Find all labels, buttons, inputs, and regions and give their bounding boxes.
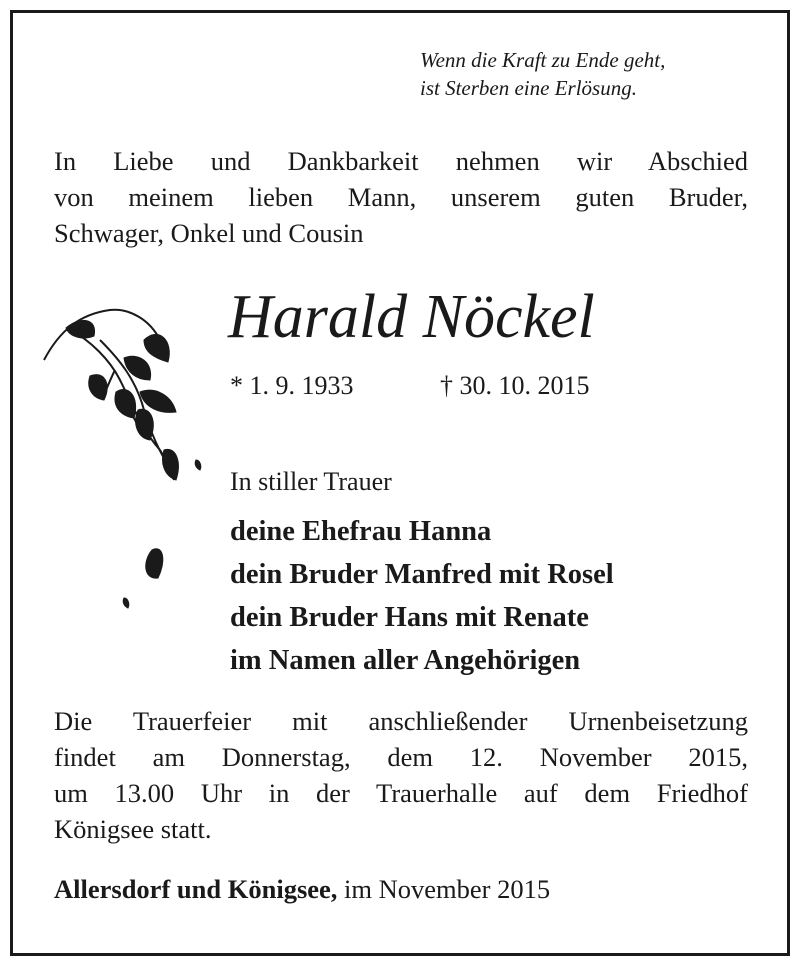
place-names: Allersdorf und Königsee, xyxy=(54,874,338,904)
intro-line-3: Schwager, Onkel und Cousin xyxy=(54,218,364,248)
quote-line-2: ist Sterben eine Erlösung. xyxy=(420,76,637,100)
birth-date: * 1. 9. 1933 xyxy=(230,371,354,400)
mourners-list xyxy=(230,510,614,682)
deceased-name: Harald Nöckel xyxy=(228,283,595,351)
mourner-line: dein Bruder Hans mit Renate xyxy=(230,602,589,633)
death-date: † 30. 10. 2015 xyxy=(440,371,590,400)
quote-line-1: Wenn die Kraft zu Ende geht, xyxy=(420,48,666,72)
mourner-line: deine Ehefrau Hanna xyxy=(230,516,492,547)
birch-branch-icon xyxy=(40,300,220,620)
funeral-line-1: Die Trauerfeier mit anschließender Urnenbeisetzung xyxy=(54,706,748,736)
place-and-date xyxy=(54,871,550,907)
epigraph-quote xyxy=(420,46,665,102)
notice-date: im November 2015 xyxy=(344,874,551,904)
life-dates xyxy=(230,370,590,402)
funeral-line-2: findet am Donnerstag, dem 12. November 2015, xyxy=(54,742,748,772)
funeral-announcement xyxy=(54,703,748,847)
mourner-line: im Namen aller Angehörigen xyxy=(230,645,581,676)
funeral-line-4: Königsee statt. xyxy=(54,814,212,844)
intro-paragraph xyxy=(54,143,748,251)
mourner-line: dein Bruder Manfred mit Rosel xyxy=(230,559,614,590)
intro-line-2: von meinem lieben Mann, unserem guten Bruder, xyxy=(54,182,748,212)
funeral-line-3: um 13.00 Uhr in der Trauerhalle auf dem Friedhof xyxy=(54,778,748,808)
mourning-label: In stiller Trauer xyxy=(230,467,392,496)
intro-line-1: In Liebe und Dankbarkeit nehmen wir Abschied xyxy=(54,146,748,176)
